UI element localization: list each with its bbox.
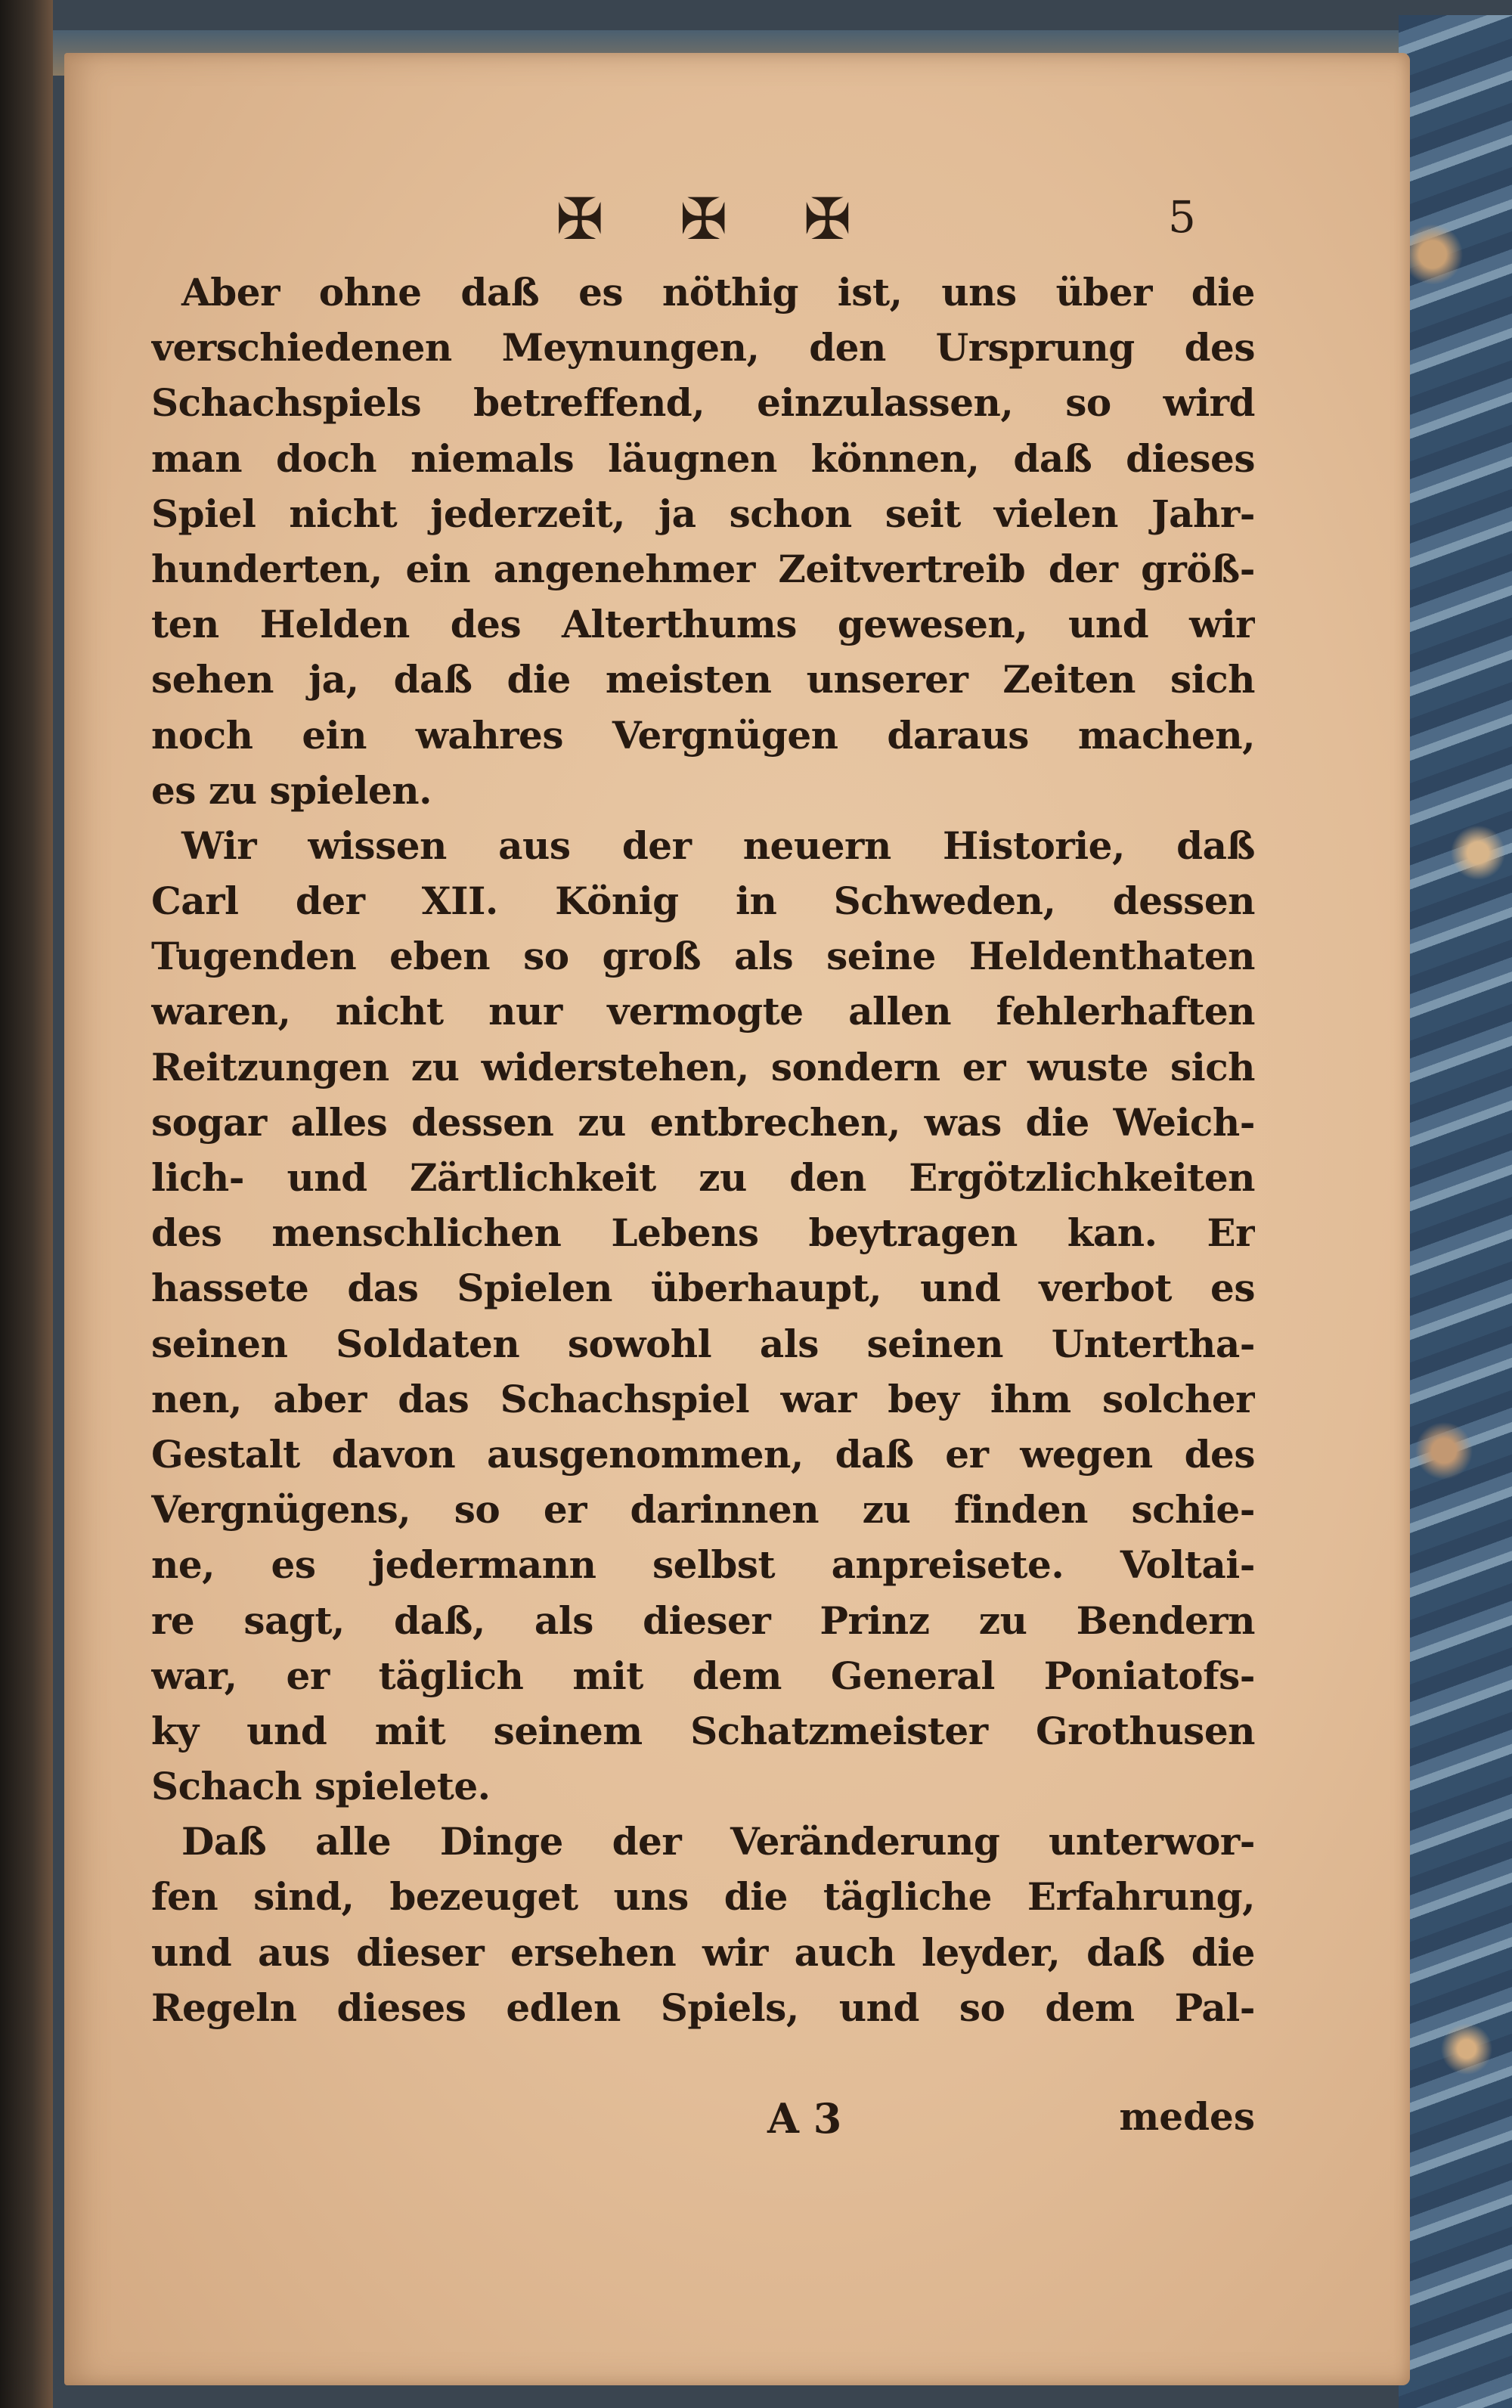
marbled-cover — [1399, 15, 1512, 2408]
text-line: Reitzungen zu widerstehen, sondern er wuste sich — [151, 1044, 1255, 1089]
text-line: ky und mit seinem Schatzmeister Grothusen — [151, 1708, 1255, 1753]
text-line: Vergnügens, so er darinnen zu finden schie- — [151, 1487, 1255, 1533]
text-line: fen sind, bezeuget uns die tägliche Erfahrung, — [151, 1874, 1255, 1920]
text-line: sehen ja, daß die meisten unserer Zeiten sich — [151, 657, 1255, 702]
signature-mark: A 3 — [767, 2094, 842, 2143]
text-line: hassete das Spielen überhaupt, und verbot es — [151, 1266, 1255, 1311]
text-line: seinen Soldaten sowohl als seinen Untertha- — [151, 1321, 1255, 1366]
page-number: 5 — [1168, 191, 1196, 243]
body-text — [151, 265, 1255, 2035]
text-line: Spiel nicht jederzeit, ja schon seit vielen Jahr- — [151, 491, 1255, 536]
text-line: war, er täglich mit dem General Poniatofs- — [151, 1653, 1255, 1698]
text-line: re sagt, daß, als dieser Prinz zu Bendern — [151, 1598, 1255, 1643]
text-line: sogar alles dessen zu entbrechen, was die Weich- — [151, 1099, 1255, 1145]
text-line: ne, es jedermann selbst anpreisete. Voltai- — [151, 1542, 1255, 1588]
page-footer — [151, 2094, 1255, 2155]
text-line: lich- und Zärtlichkeit zu den Ergötzlichkeiten — [151, 1155, 1255, 1200]
text-line: waren, nicht nur vermogte allen fehlerhaften — [151, 989, 1255, 1034]
text-line: Schachspiels betreffend, einzulassen, so wird — [151, 380, 1255, 426]
text-line: Carl der XII. König in Schweden, dessen — [151, 879, 1255, 924]
text-line: Regeln dieses edlen Spiels, und so dem Pal- — [151, 1985, 1255, 2030]
catchword: medes — [1119, 2094, 1255, 2139]
text-line: es zu spielen. — [151, 767, 432, 813]
text-line: und aus dieser ersehen wir auch leyder, daß die — [151, 1929, 1255, 1975]
text-line: Aber ohne daß es nöthig ist, uns über die — [181, 270, 1255, 315]
text-line: verschiedenen Meynungen, den Ursprung des — [151, 325, 1255, 370]
text-line: Tugenden eben so groß als seine Heldenthaten — [151, 934, 1255, 979]
text-line: ten Helden des Alterthums gewesen, und wir — [151, 602, 1255, 647]
text-line: man doch niemals läugnen können, daß dieses — [151, 435, 1255, 481]
text-line: Schach spielete. — [151, 1764, 491, 1809]
book-spine — [0, 0, 53, 2408]
text-line: Wir wissen aus der neuern Historie, daß — [181, 823, 1255, 868]
text-line: hunderten, ein angenehmer Zeitvertreib der größ- — [151, 546, 1255, 591]
text-line: noch ein wahres Vergnügen daraus machen, — [151, 712, 1255, 758]
text-line: nen, aber das Schachspiel war bey ihm solcher — [151, 1376, 1255, 1421]
ornament-icons: ✠ ✠ ✠ — [556, 185, 881, 253]
text-line: Gestalt davon ausgenommen, daß er wegen des — [151, 1431, 1255, 1477]
text-line: Daß alle Dinge der Veränderung unterwor- — [181, 1819, 1255, 1864]
book-page — [64, 53, 1410, 2385]
text-line: des menschlichen Lebens beytragen kan. Er — [151, 1210, 1255, 1256]
page-header — [64, 185, 1410, 261]
